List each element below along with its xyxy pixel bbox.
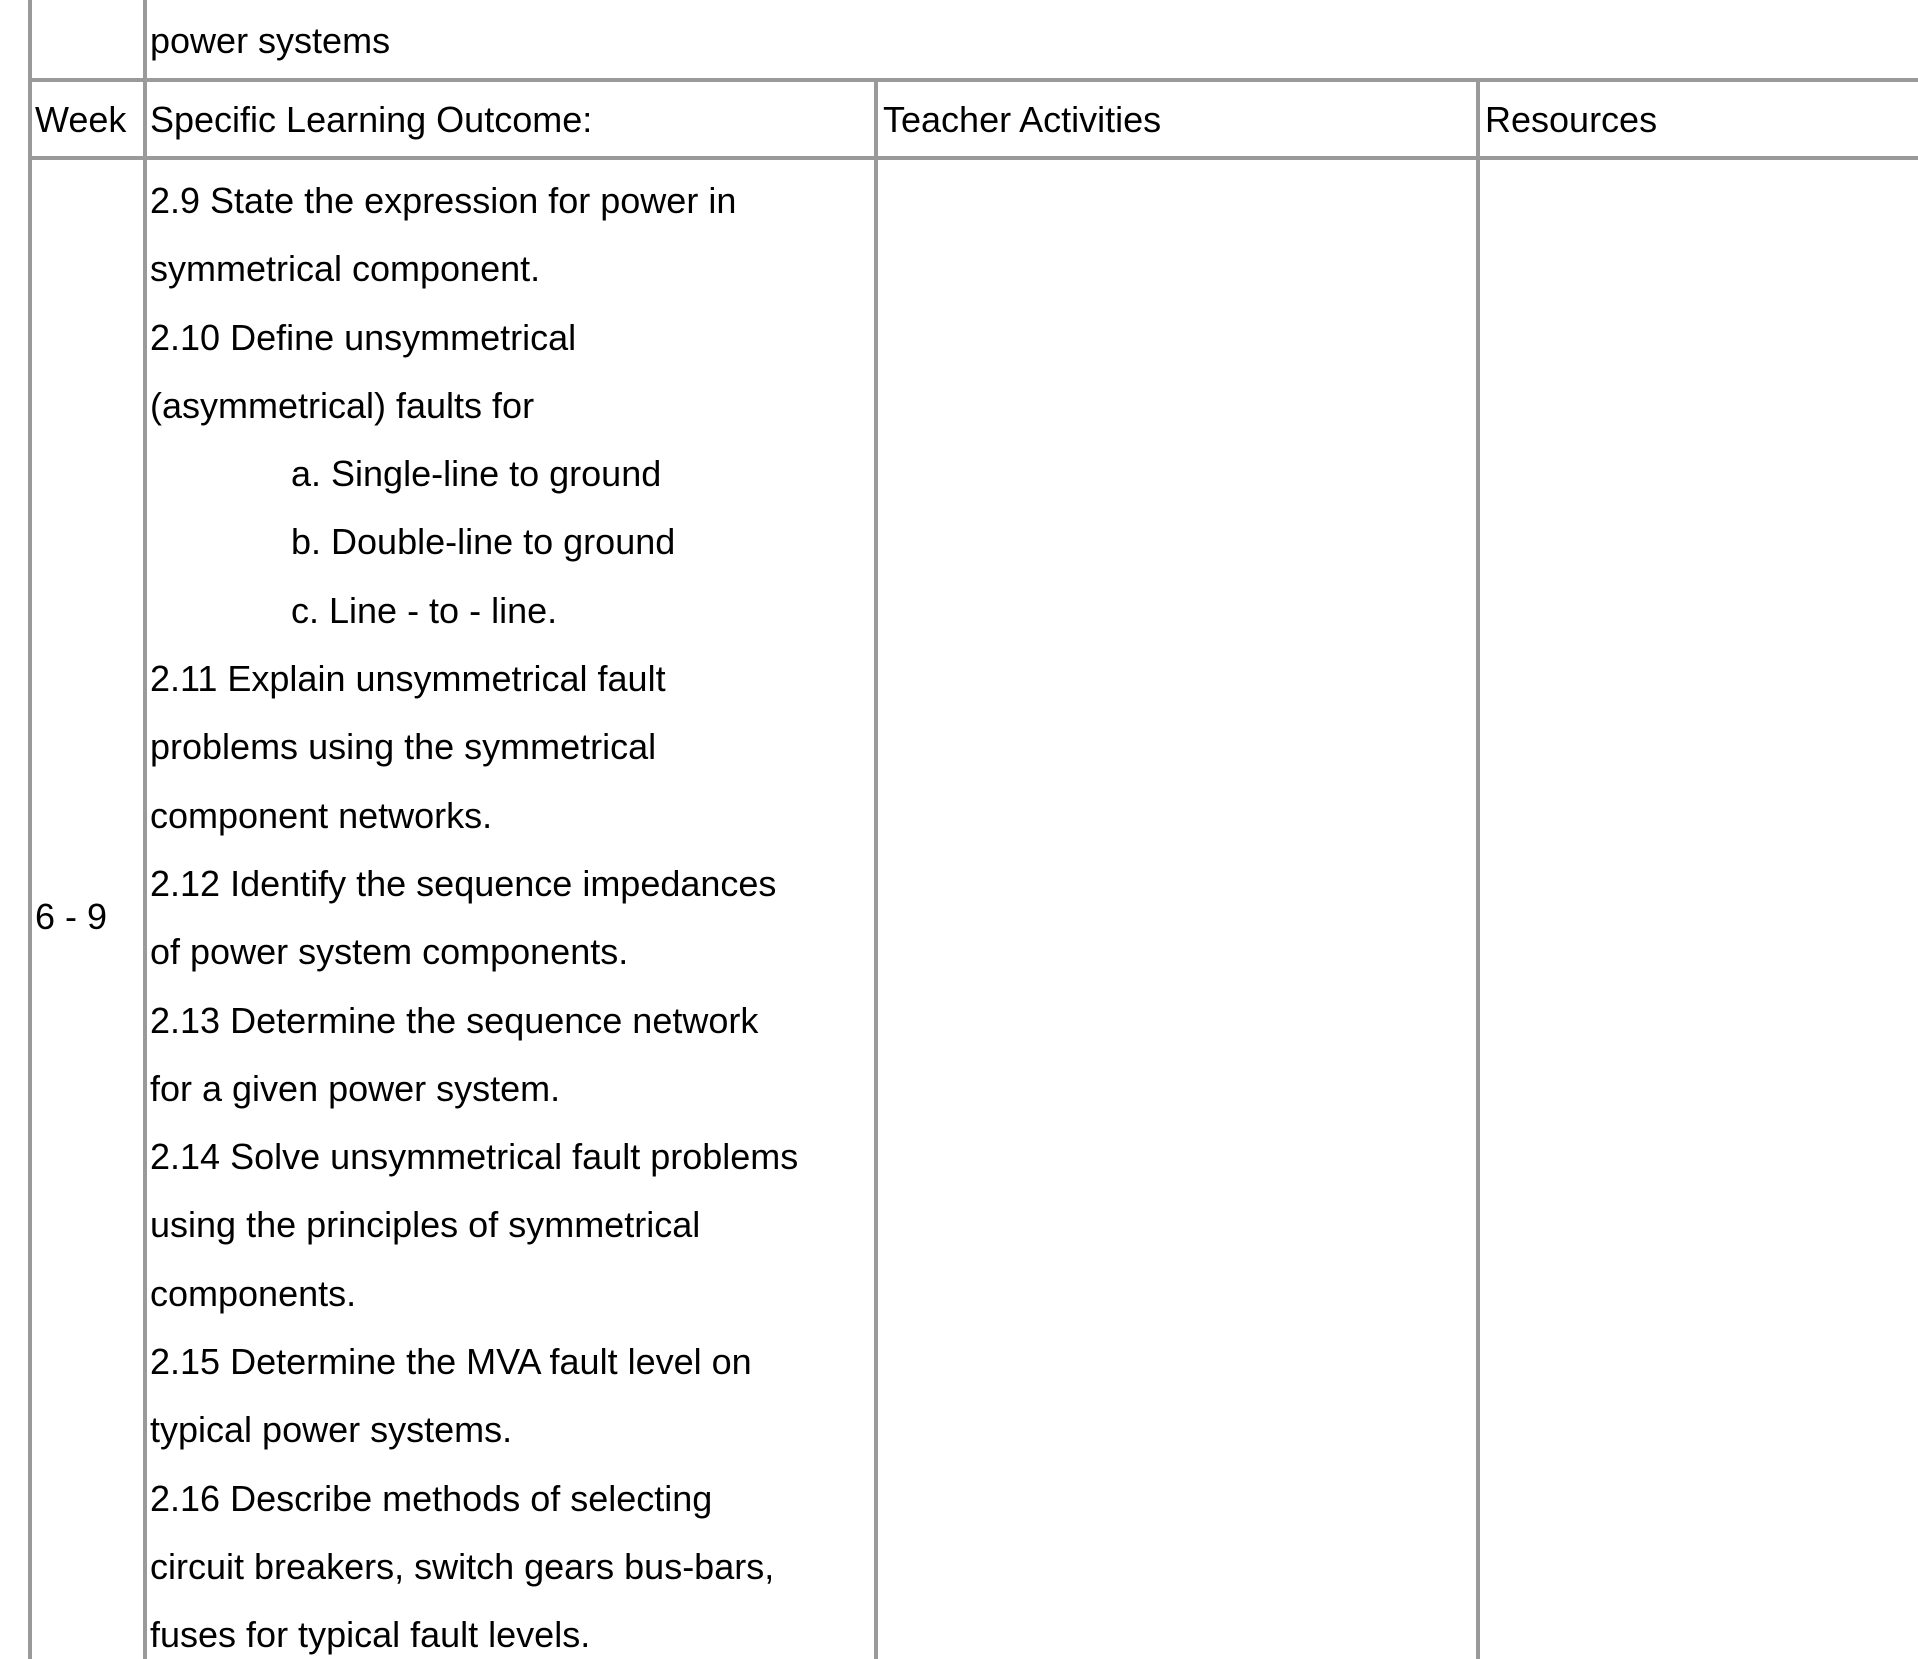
outcome-subitem: c. Line - to - line.	[291, 589, 558, 631]
teacher-activities-cell	[878, 160, 1476, 1659]
outcome-list	[150, 167, 798, 1659]
outcome-line: problems using the symmetrical	[150, 726, 657, 768]
outcome-line: for a given power system.	[150, 1067, 561, 1109]
outcome-line: 2.14 Solve unsymmetrical fault problems	[150, 1136, 799, 1178]
outcome-line: typical power systems.	[150, 1409, 513, 1451]
header-teacher-activities: Teacher Activities	[883, 99, 1162, 140]
resources-cell	[1480, 160, 1918, 1659]
outcome-line: 2.13 Determine the sequence network	[150, 999, 759, 1041]
outcome-line: using the principles of symmetrical	[150, 1204, 701, 1246]
outcome-line: circuit breakers, switch gears bus-bars,	[150, 1545, 775, 1587]
outcome-line: (asymmetrical) faults for	[150, 384, 535, 426]
outcome-subitem: b. Double-line to ground	[291, 521, 676, 563]
outcome-line: symmetrical component.	[150, 248, 541, 290]
table-border-left	[28, 0, 32, 1659]
outcome-line: 2.16 Describe methods of selecting	[150, 1477, 713, 1519]
outcome-line: 2.11 Explain unsymmetrical fault	[150, 658, 666, 700]
outcome-subitem: a. Single-line to ground	[291, 453, 662, 495]
outcome-line: of power system components.	[150, 931, 629, 973]
outcome-line: fuses for typical fault levels.	[150, 1614, 591, 1656]
week-cell: 6 - 9	[35, 896, 108, 937]
row-divider-top	[28, 78, 1918, 82]
outcome-line: 2.10 Define unsymmetrical	[150, 316, 577, 358]
outcome-line: components.	[150, 1272, 357, 1314]
header-resources: Resources	[1485, 99, 1658, 140]
header-week: Week	[35, 99, 127, 140]
column-divider-week	[143, 0, 147, 1659]
outcome-line: 2.15 Determine the MVA fault level on	[150, 1341, 752, 1383]
outcome-line: 2.9 State the expression for power in	[150, 180, 737, 221]
continuation-text: power systems	[150, 20, 391, 61]
outcome-line: component networks.	[150, 794, 493, 836]
header-specific-learning-outcome: Specific Learning Outcome:	[150, 99, 593, 140]
outcome-line: 2.12 Identify the sequence impedances	[150, 862, 777, 904]
